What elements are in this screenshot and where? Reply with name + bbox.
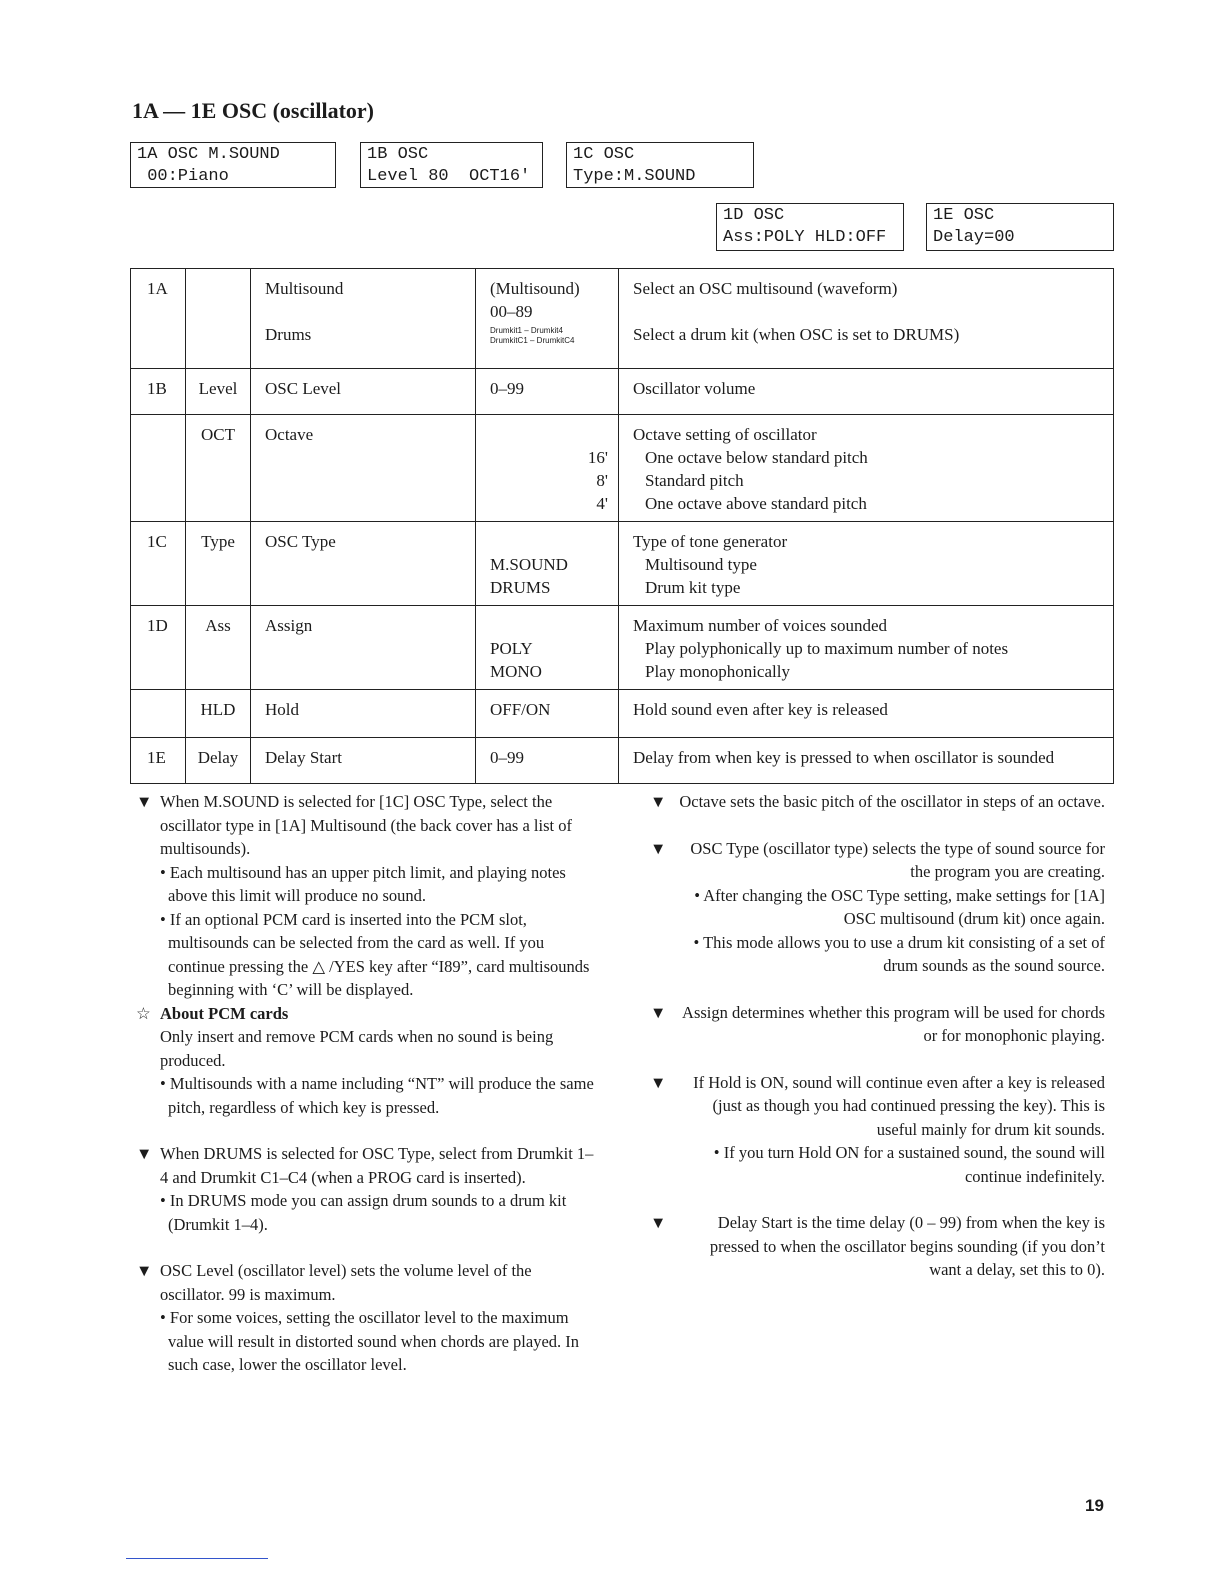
cell-abbr: Ass xyxy=(186,606,251,690)
desc-line: Select a drum kit (when OSC is set to DRUMS) xyxy=(633,325,960,344)
note-heading: About PCM cards xyxy=(160,1003,289,1023)
lcd-line: Type:M.SOUND xyxy=(573,167,696,186)
triangle-bullet-icon: ▼ xyxy=(650,1072,667,1092)
cell-id: 1B xyxy=(131,369,186,415)
lcd-line: Delay=00 xyxy=(933,228,1015,247)
lcd-line: 00:Piano xyxy=(137,167,229,186)
value-line: DRUMS xyxy=(490,578,551,597)
triangle-bullet-icon: ▼ xyxy=(650,1213,667,1232)
note-subpoint: • In DRUMS mode you can assign drum sounds to a drum kit (Drumkit 1–4). xyxy=(160,1189,596,1236)
lcd-line: Ass:POLY HLD:OFF xyxy=(723,228,887,247)
note-subpoint: • After changing the OSC Type setting, make settings for [1A] OSC multisound (drum kit) once again. xyxy=(674,884,1105,931)
cell-abbr: Type xyxy=(186,522,251,606)
lcd-line: Level 80 OCT16' xyxy=(367,167,531,186)
desc-line: Select an OSC multisound (waveform) xyxy=(633,279,898,298)
cell-id: 1A xyxy=(131,269,186,369)
lcd-1b xyxy=(360,142,543,188)
note-item xyxy=(136,1142,596,1236)
cell-value: 0–99 xyxy=(476,369,619,415)
table-row xyxy=(131,606,1114,690)
note-subpoint: • For some voices, setting the oscillator level to the maximum value will result in distorted sound when chords are played. In such case, lower the oscillator level. xyxy=(160,1306,596,1377)
desc-line: One octave above standard pitch xyxy=(645,494,867,513)
lcd-line: 1E OSC xyxy=(933,206,995,225)
note-text: OSC Type (oscillator type) selects the type of sound source for the program you are creating. xyxy=(690,838,1105,881)
cell-description xyxy=(619,269,1114,369)
star-icon: ☆ xyxy=(136,1003,151,1023)
cell-description: Delay from when key is pressed to when oscillator is sounded xyxy=(619,738,1114,784)
table-row xyxy=(131,369,1114,415)
triangle-bullet-icon: ▼ xyxy=(136,1144,153,1163)
note-subpoint: • This mode allows you to use a drum kit consisting of a set of drum sounds as the sound source. xyxy=(674,931,1105,978)
value-line: DrumkitC1 – DrumkitC4 xyxy=(490,336,575,345)
triangle-bullet-icon: ▼ xyxy=(650,792,667,811)
table-row xyxy=(131,269,1114,369)
footer-divider xyxy=(126,1558,268,1559)
cell-value xyxy=(476,606,619,690)
lcd-1c xyxy=(566,142,754,188)
cell-description xyxy=(619,522,1114,606)
note-text: Octave sets the basic pitch of the oscillator in steps of an octave. xyxy=(679,792,1105,811)
cell-name: OSC Type xyxy=(251,522,476,606)
desc-line: Maximum number of voices sounded xyxy=(633,616,888,635)
triangle-bullet-icon: ▼ xyxy=(136,1261,153,1280)
cell-value: 0–99 xyxy=(476,738,619,784)
desc-line: Play monophonically xyxy=(645,662,790,681)
desc-line: One octave below standard pitch xyxy=(645,448,868,467)
desc-line: Type of tone generator xyxy=(633,532,788,551)
cell-value xyxy=(476,269,619,369)
note-subpoint: • If you turn Hold ON for a sustained sound, the sound will continue indefinitely. xyxy=(674,1141,1105,1188)
note-item xyxy=(650,837,1105,978)
cell-value xyxy=(476,415,619,522)
desc-line: Multisound type xyxy=(645,555,757,574)
cell-value xyxy=(476,522,619,606)
cell-id: 1D xyxy=(131,606,186,690)
cell-value: OFF/ON xyxy=(476,690,619,738)
value-line: M.SOUND xyxy=(490,555,568,574)
notes-left-column xyxy=(136,790,596,1400)
cell-name: OSC Level xyxy=(251,369,476,415)
lcd-1a xyxy=(130,142,336,188)
value-line: Drumkit1 – Drumkit4 xyxy=(490,326,563,335)
lcd-line: 1D OSC xyxy=(723,206,785,225)
cell-description xyxy=(619,606,1114,690)
value-line: MONO xyxy=(490,662,542,681)
cell-abbr: Delay xyxy=(186,738,251,784)
lcd-line: 1A OSC M.SOUND xyxy=(137,145,280,164)
note-text: Only insert and remove PCM cards when no sound is being produced. xyxy=(160,1027,554,1070)
cell-id: 1C xyxy=(131,522,186,606)
param-name: Multisound xyxy=(265,279,344,298)
cell-abbr: Level xyxy=(186,369,251,415)
note-text: OSC Level (oscillator level) sets the volume level of the oscillator. 99 is maximum. xyxy=(160,1261,532,1304)
cell-id xyxy=(131,415,186,522)
parameter-table xyxy=(130,268,1114,784)
table-row xyxy=(131,522,1114,606)
note-item xyxy=(136,1002,596,1120)
desc-line: Standard pitch xyxy=(645,471,744,490)
value-line: 00–89 xyxy=(490,302,533,321)
param-name: Drums xyxy=(265,325,312,344)
cell-abbr xyxy=(186,269,251,369)
value-line: 16' xyxy=(587,448,608,467)
note-subpoint: • Multisounds with a name including “NT” will produce the same pitch, regardless of which key is pressed. xyxy=(160,1072,596,1119)
cell-description xyxy=(619,415,1114,522)
note-item xyxy=(650,1071,1105,1189)
value-line: POLY xyxy=(490,639,533,658)
table-row xyxy=(131,738,1114,784)
notes-right-column xyxy=(650,790,1153,1305)
desc-line: Drum kit type xyxy=(645,578,741,597)
cell-name: Hold xyxy=(251,690,476,738)
lcd-line: 1B OSC xyxy=(367,145,429,164)
note-item xyxy=(136,790,596,1002)
cell-abbr: HLD xyxy=(186,690,251,738)
note-text: When DRUMS is selected for OSC Type, select from Drumkit 1–4 and Drumkit C1–C4 (when a PROG card is inserted). xyxy=(160,1144,594,1187)
desc-line: Play polyphonically up to maximum number of notes xyxy=(645,639,1009,658)
note-text: When M.SOUND is selected for [1C] OSC Type, select the oscillator type in [1A] Multisound (the back cover has a list of multisounds). xyxy=(160,792,572,858)
cell-name: Delay Start xyxy=(251,738,476,784)
note-item xyxy=(650,1001,1105,1048)
value-line: 8' xyxy=(596,471,608,490)
cell-description: Hold sound even after key is released xyxy=(619,690,1114,738)
triangle-bullet-icon: ▼ xyxy=(650,838,667,858)
lcd-1e xyxy=(926,203,1114,251)
cell-abbr: OCT xyxy=(186,415,251,522)
page-number: 19 xyxy=(1085,1496,1104,1515)
cell-name xyxy=(251,269,476,369)
cell-id xyxy=(131,690,186,738)
value-line: 4' xyxy=(596,494,608,513)
triangle-bullet-icon: ▼ xyxy=(136,792,153,811)
section-title: 1A — 1E OSC (oscillator) xyxy=(132,98,374,123)
note-item xyxy=(650,790,1105,814)
cell-id: 1E xyxy=(131,738,186,784)
note-text: If Hold is ON, sound will continue even after a key is released (just as though you had continued pressing the key). This is useful mainly for drum kit sounds. xyxy=(693,1072,1105,1139)
note-subpoint: • If an optional PCM card is inserted into the PCM slot, multisounds can be selected from the card as well. If you continue pressing the △ /YES key after “I89”, card multisounds beginning with ‘C’ will be displayed. xyxy=(160,908,596,1002)
lcd-1d xyxy=(716,203,904,251)
note-item xyxy=(136,1259,596,1377)
note-subpoint: • Each multisound has an upper pitch limit, and playing notes above this limit will produce no sound. xyxy=(160,861,596,908)
triangle-bullet-icon: ▼ xyxy=(650,1002,667,1022)
lcd-line: 1C OSC xyxy=(573,145,635,164)
cell-name: Octave xyxy=(251,415,476,522)
value-line: (Multisound) xyxy=(490,279,580,298)
desc-line: Octave setting of oscillator xyxy=(633,425,817,444)
cell-name: Assign xyxy=(251,606,476,690)
note-item xyxy=(650,1211,1105,1282)
note-text: Delay Start is the time delay (0 – 99) from when the key is pressed to when the oscillator begins sounding (if you don’t want a delay, set this to 0). xyxy=(709,1213,1105,1279)
note-text: Assign determines whether this program will be used for chords or for monophonic playing. xyxy=(682,1002,1105,1045)
cell-description: Oscillator volume xyxy=(619,369,1114,415)
table-row xyxy=(131,690,1114,738)
table-row xyxy=(131,415,1114,522)
